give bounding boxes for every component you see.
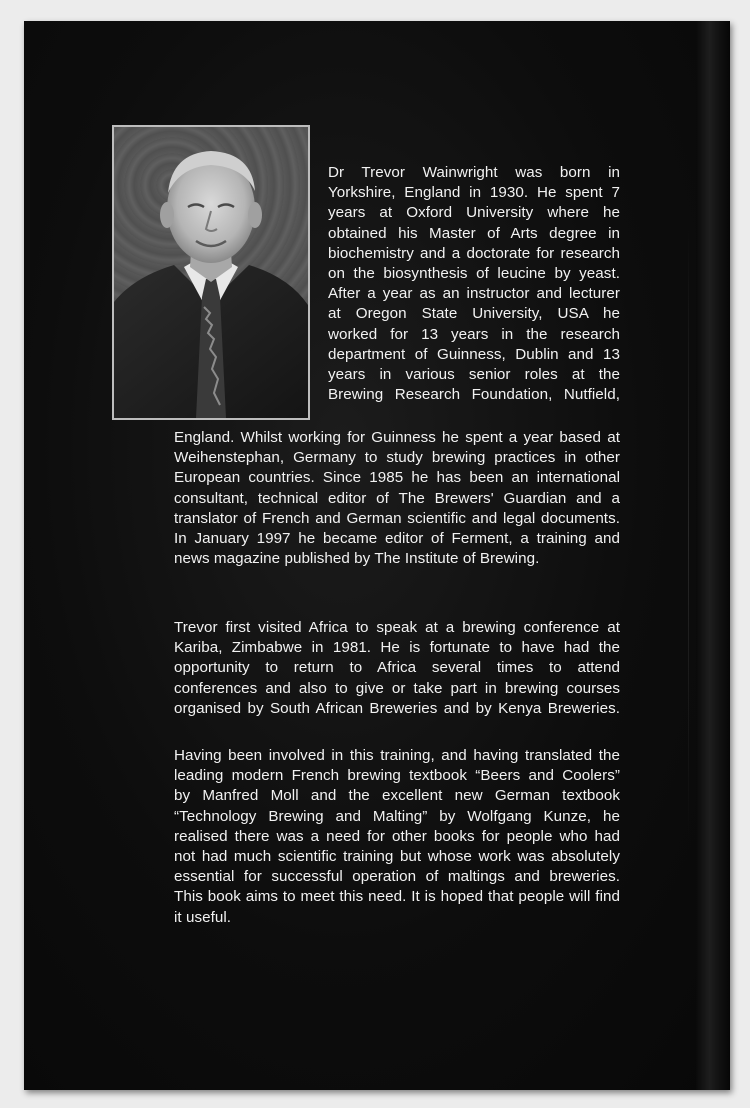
bio-line: essential for successful operation of maltings and breweries. <box>174 868 620 886</box>
bio-line: opportunity to return to Africa several times to attend <box>174 659 620 677</box>
bio-line: “Technology Brewing and Malting” by Wolfgang Kunze, he <box>174 807 620 825</box>
cover-crease <box>688 221 689 841</box>
bio-paragraph-1-lower <box>174 428 620 569</box>
bio-line: it useful. <box>174 908 232 926</box>
bio-line: England. Whilst working for Guinness he spent a year based at <box>174 429 620 446</box>
bio-line: This book aims to meet this need. It is hoped that people will find <box>174 888 620 906</box>
bio-line: Weihenstephan, Germany to study brewing practices in other <box>174 449 620 467</box>
bio-line: European countries. Since 1985 he has been an international <box>174 469 620 487</box>
bio-line: In January 1997 he became editor of Ferment, a training and <box>174 530 620 548</box>
bio-paragraph-2 <box>174 618 620 719</box>
bio-line: at Oregon State University, USA he <box>328 305 620 323</box>
bio-line: Having been involved in this training, and having translated the <box>174 747 620 764</box>
author-portrait-image <box>114 127 308 418</box>
bio-line: consultant, technical editor of The Brewers' Guardian and a <box>174 489 620 507</box>
bio-line: After a year as an instructor and lecturer <box>328 285 620 303</box>
bio-line: on the biosynthesis of leucine by yeast. <box>328 265 620 283</box>
bio-line: organised by South African Breweries and by Kenya Breweries. <box>174 699 620 717</box>
bio-line: Yorkshire, England in 1930. He spent 7 <box>328 184 620 202</box>
bio-line: leading modern French brewing textbook “Beers and Coolers” <box>174 767 620 785</box>
bio-line: Brewing Research Foundation, Nutfield, <box>328 386 620 404</box>
bio-paragraph-1-upper <box>328 163 620 405</box>
bio-line: biochemistry and a doctorate for research <box>328 244 620 262</box>
book-spine-edge <box>696 21 730 1090</box>
bio-line: conferences and also to give or take part in brewing courses <box>174 679 620 697</box>
bio-line: news magazine published by The Institute of Brewing. <box>174 550 540 568</box>
bio-line: department of Guinness, Dublin and 13 <box>328 345 620 363</box>
bio-line: obtained his Master of Arts degree in <box>328 224 620 242</box>
bio-line: not had much scientific training but whose work was absolutely <box>174 848 620 866</box>
bio-line: years in various senior roles at the <box>328 366 620 384</box>
bio-line: Kariba, Zimbabwe in 1981. He is fortunate to have had the <box>174 639 620 657</box>
author-photo <box>112 125 310 420</box>
bio-line: Trevor first visited Africa to speak at a brewing conference at <box>174 619 620 636</box>
bio-line: Dr Trevor Wainwright was born in <box>328 164 620 181</box>
bio-line: translator of French and German scientific and legal documents. <box>174 509 620 527</box>
bio-line: realised there was a need for other books for people who had <box>174 827 620 845</box>
book-back-cover <box>24 21 730 1090</box>
bio-line: years at Oxford University where he <box>328 204 620 222</box>
bio-line: worked for 13 years in the research <box>328 325 620 343</box>
bio-line: by Manfred Moll and the excellent new German textbook <box>174 787 620 805</box>
bio-paragraph-3 <box>174 746 620 928</box>
